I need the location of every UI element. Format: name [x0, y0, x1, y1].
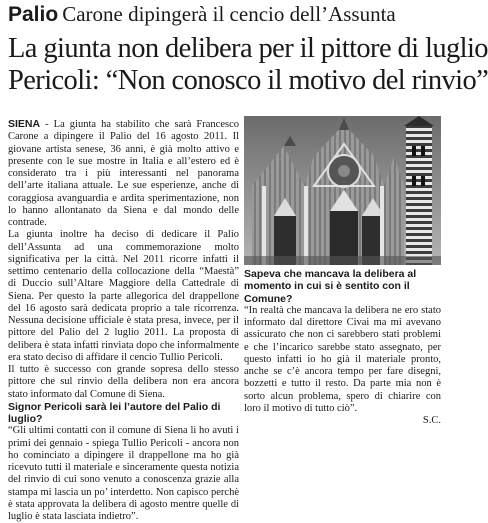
interview-question-2: Sapeva che mancava la delibera al momento in cui si è sentito con il Comune?: [244, 268, 417, 305]
headline-line-1: La giunta non delibera per il pittore di luglio: [8, 33, 488, 64]
kicker: [8, 2, 440, 30]
paragraph-1-text: - La giunta ha stabilito che sarà Francesco Carone a dipingere il Palio del 16 agosto 2011. Il giovane artista senese, 36 anni, è già molto attivo e presente con le sue mostre in Italia e all’estero ed è considerato tra i più interessanti nel panorama dell’arte italiana attuale. Le sue esperienze, anche di coraggiosa avanguardia e ardita sperimentazione, non lo hanno allontanato da Siena e dal mondo delle contrade.: [8, 119, 239, 228]
cathedral-photo: [244, 116, 441, 265]
dateline: SIENA: [8, 118, 41, 130]
headline: [8, 33, 488, 97]
interview-answer-2: “In realtà che mancava la delibera ne ero stato informato dal direttore Civai ma mi avevano assicurato che non ci sarebbero stati problemi e che l’incarico sarebbe stato assegnato, per questo infatti io ho già il materiale pronto, anche se c’è ancora tempo per fare disegni, bozzetti e tutto il resto. Da parte mia non è sorto alcun problema, spero di chiarire con loro il motivo di tutto ciò”.: [244, 304, 441, 414]
interview-answer-1: “Gli ultimi contatti con il comune di Siena li ho avuti i primi dei gennaio - spiega Tullio Pericoli - ancora non ho cominciato a dipingere il drappellone ma ho già ricevuto tutti il materiale e sinceramente questa notizia del rinvio di cui sono venuto a conoscenza grazie alla stampa mi lascia un po’ interdetto. Non capisco perchè è stata approvata la delibera di agosto mentre quelle di luglio è stata lasciata indietro”.: [8, 425, 239, 522]
article-column-2: [244, 268, 441, 496]
article-column-1: [8, 118, 239, 522]
kicker-text: Carone dipingerà il cencio dell’Assunta: [62, 2, 396, 26]
article-paragraph-3: Il tutto è successo con grande sopresa dello stesso pittore che sul rinvio della delibera non era ancora stato informato dal Comune di Siena.: [8, 364, 239, 400]
kicker-word: Palio: [8, 3, 59, 26]
interview-question-1: Signor Pericoli sarà lei l’autore del Palio di luglio?: [8, 400, 221, 425]
article-paragraph-1: [8, 118, 239, 229]
author-signature: S.C.: [422, 415, 441, 426]
cathedral-photo-icon: [244, 116, 441, 265]
article-paragraph-2: La giunta inoltre ha deciso di dedicare il Palio dell’Assunta ad una commemorazione molto significativa per la città. Nel 2011 ricorre infatti il settimo centenario della collocazione della “Maestà” di Duccio sull’Altare Maggiore della Cattedrale di Siena. Per questo la parte allegorica del drappellone del 16 agosto sarà dedicata proprio a tale ricorrenza. Nessuna decisione ufficiale è stata presa, invece, per il pittore del Palio del 2 luglio 2011. La proposta di delibera è stata infatti rinviata dopo che informalmente era stato deciso di affidare il cencio Tullio Pericoli.: [8, 229, 239, 363]
headline-line-2: Pericoli: “Non conosco il motivo del rinvio”: [8, 65, 488, 96]
